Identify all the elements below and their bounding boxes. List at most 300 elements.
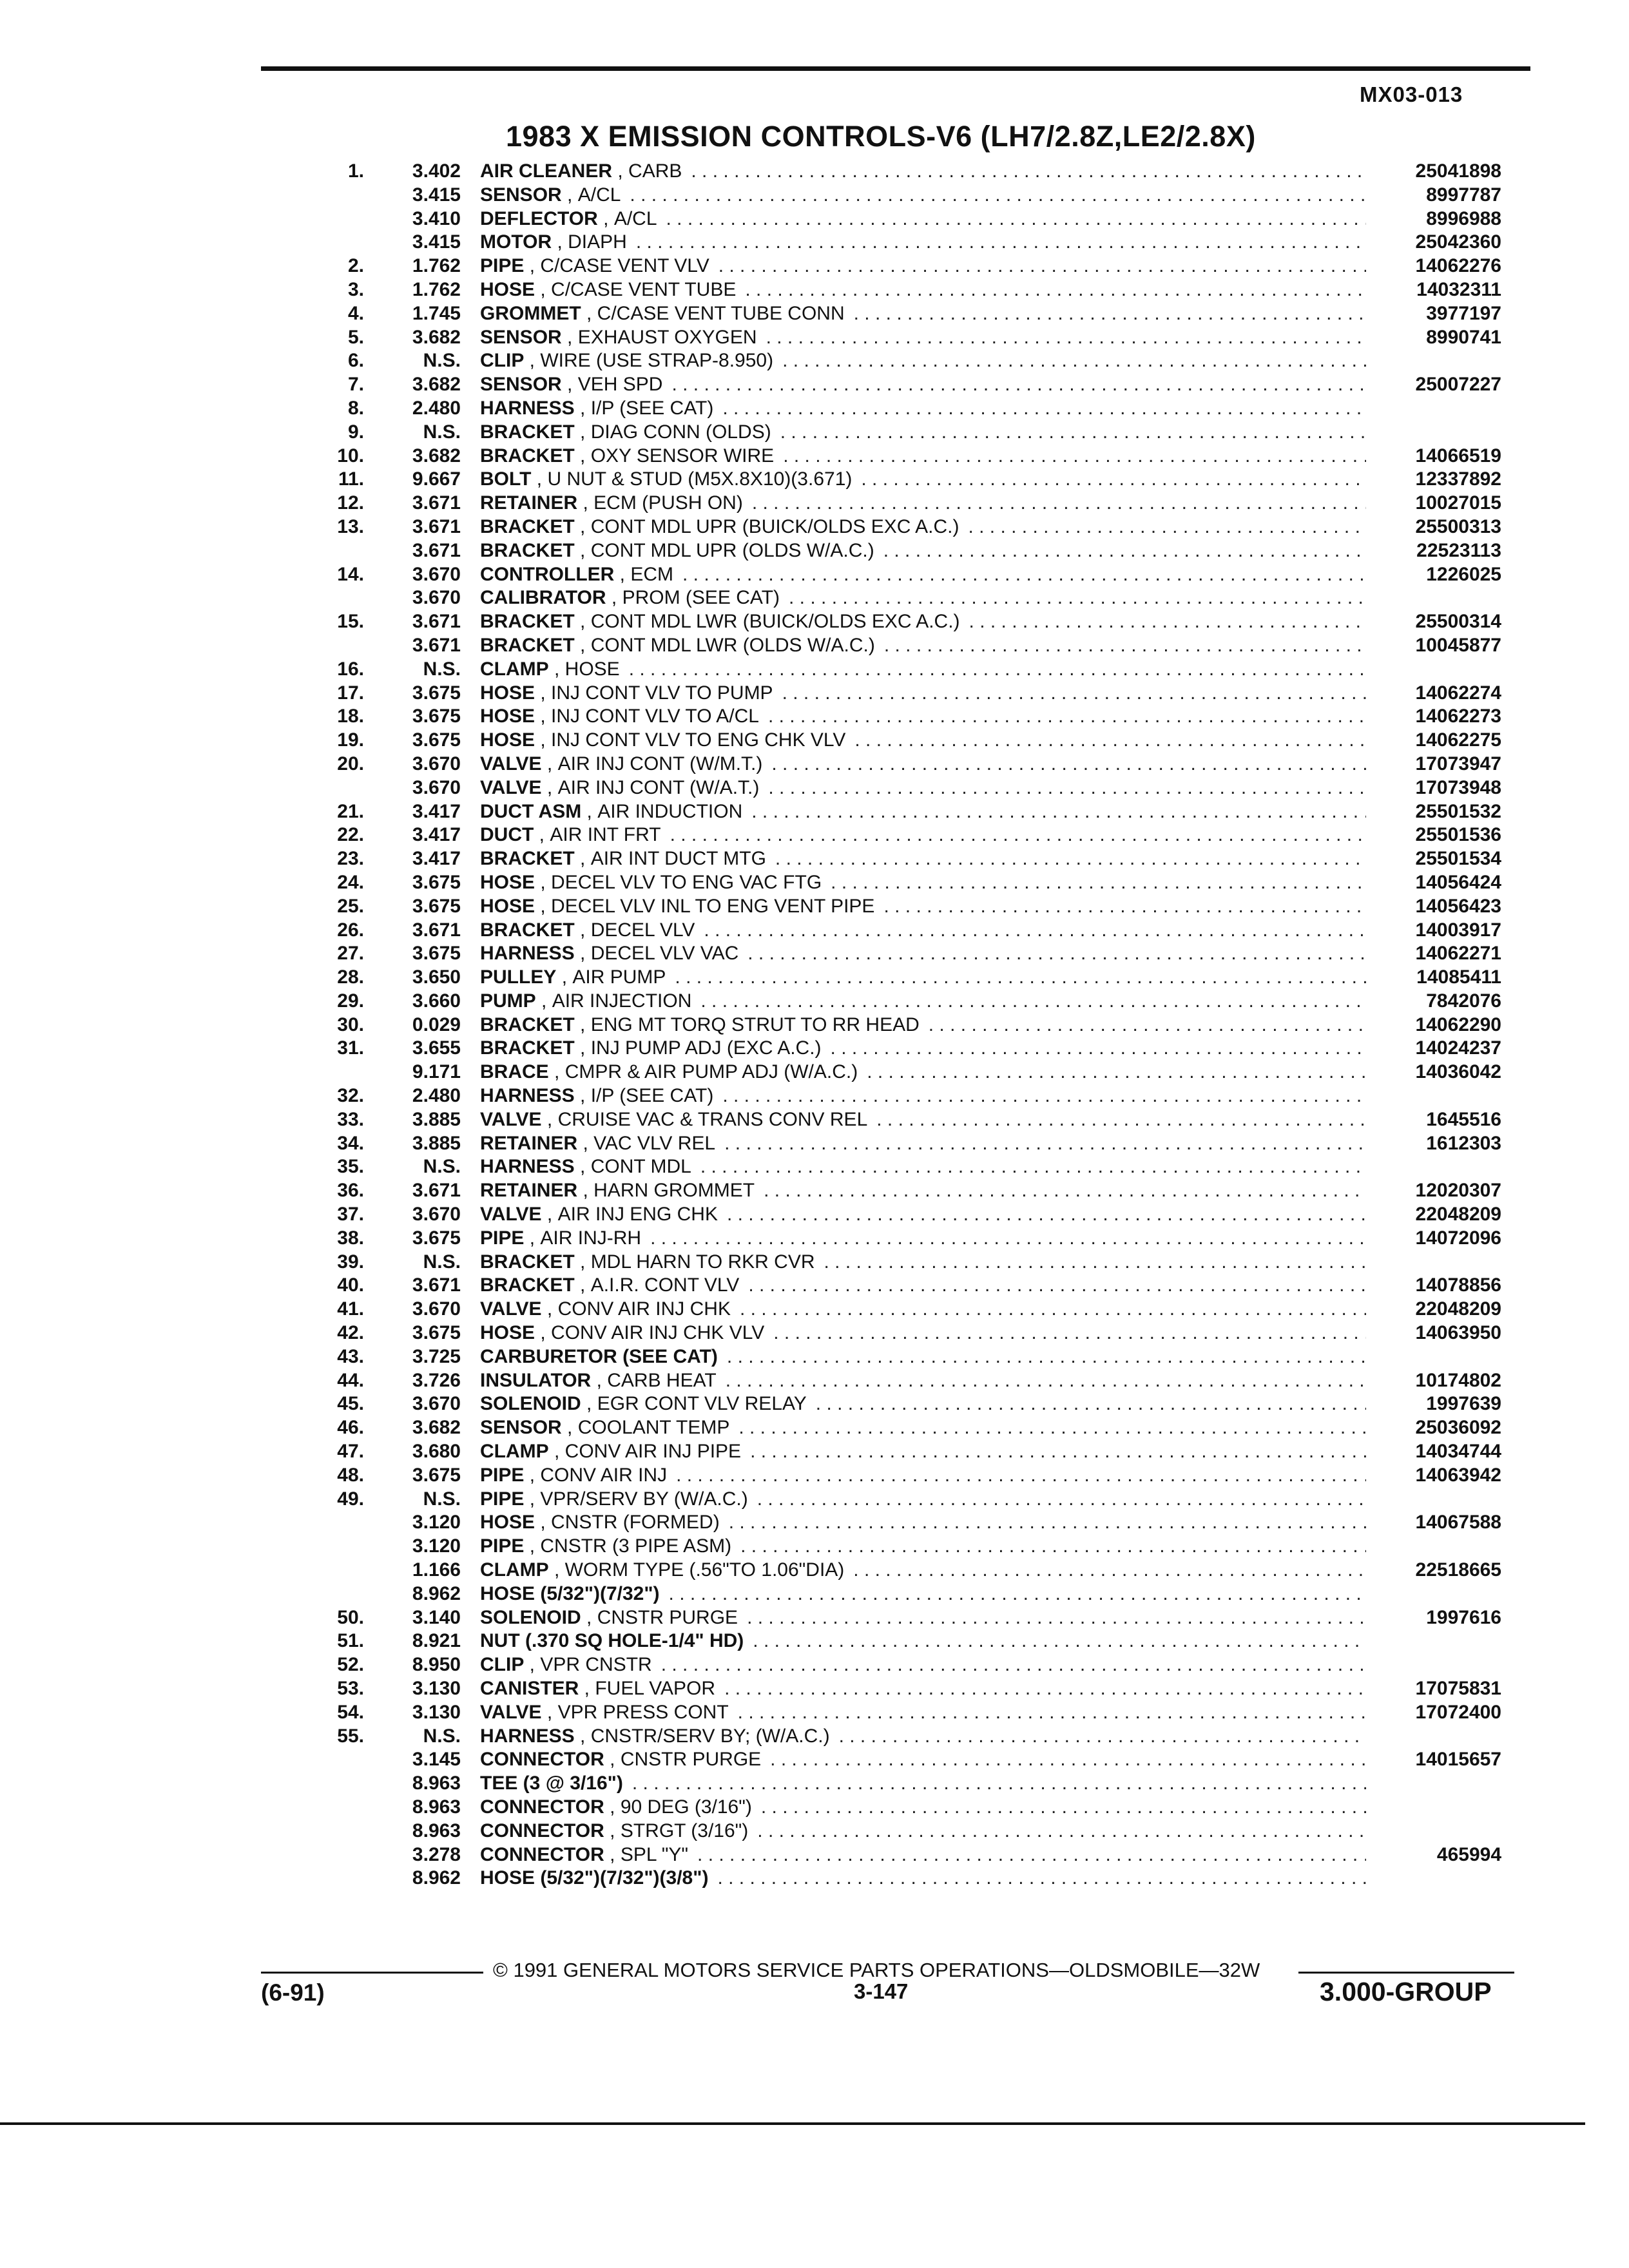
part-name: HOSE (5/32")(7/32") (480, 1582, 660, 1604)
part-name: RETAINER (480, 1180, 578, 1202)
part-name: CONNECTOR (480, 1820, 604, 1841)
name-separator: , (535, 1512, 552, 1533)
name-separator: , (561, 374, 578, 396)
group-number: 3.675 (412, 1227, 461, 1249)
part-name: CONNECTOR (480, 1796, 604, 1818)
part-name: BRACKET (480, 515, 575, 537)
part-name: BRACKET (480, 634, 575, 656)
ref-number: 40. (337, 1274, 364, 1296)
part-description (480, 1820, 1366, 1843)
part-name: DEFLECTOR (480, 207, 598, 229)
part-number: 1997616 (1426, 1606, 1501, 1628)
part-name: SOLENOID (480, 1393, 581, 1415)
part-name: RETAINER (480, 492, 578, 514)
part-number: 14036042 (1415, 1061, 1501, 1083)
part-qualifier: EXHAUST OXYGEN (577, 326, 757, 348)
ref-number: 33. (337, 1108, 364, 1130)
name-separator: , (535, 871, 552, 893)
dot-leader (824, 1251, 1366, 1274)
dot-leader (748, 1274, 1366, 1298)
part-name: PIPE (480, 1535, 525, 1557)
parts-row (0, 634, 1629, 658)
page-number: 3-147 (854, 1979, 909, 2003)
dot-leader (883, 539, 1366, 563)
name-separator: , (561, 1417, 578, 1439)
parts-row (0, 1535, 1629, 1559)
parts-row (0, 349, 1629, 373)
group-number: 3.660 (412, 990, 461, 1012)
part-qualifier: VAC VLV REL (593, 1132, 716, 1154)
part-qualifier: INJ CONT VLV TO ENG CHK VLV (551, 729, 846, 751)
ref-number: 44. (337, 1369, 364, 1391)
parts-row (0, 1629, 1629, 1653)
group-number: 3.675 (412, 682, 461, 704)
part-number: 14015657 (1415, 1749, 1501, 1771)
part-name: PUMP (480, 990, 536, 1012)
ref-number: 23. (337, 848, 364, 870)
ref-number: 13. (337, 515, 364, 537)
name-separator: , (574, 1085, 591, 1107)
ref-number: 52. (337, 1654, 364, 1676)
part-description (480, 515, 1366, 539)
group-number: 3.120 (412, 1512, 461, 1533)
group-number: 3.675 (412, 729, 461, 751)
part-name: BRACKET (480, 539, 575, 561)
part-number: 14085411 (1416, 966, 1501, 988)
parts-row (0, 539, 1629, 563)
parts-row (0, 492, 1629, 515)
part-qualifier: DECEL VLV INL TO ENG VENT PIPE (551, 895, 875, 917)
part-description (480, 1701, 1366, 1725)
part-description (480, 1014, 1366, 1037)
name-separator: , (541, 753, 558, 774)
dot-leader (729, 1511, 1366, 1535)
ref-number: 3. (347, 278, 364, 300)
part-name: VALVE (480, 776, 542, 798)
dot-leader (750, 1440, 1366, 1464)
group-number: 8.950 (412, 1654, 461, 1676)
part-qualifier: STRGT (3/16") (620, 1820, 749, 1841)
name-separator: , (574, 421, 591, 443)
parts-row (0, 847, 1629, 871)
parts-row (0, 515, 1629, 539)
parts-row (0, 373, 1629, 397)
dot-leader (782, 682, 1366, 706)
dot-leader (761, 1796, 1366, 1820)
part-name: CALIBRATOR (480, 587, 606, 609)
dot-leader (969, 610, 1366, 634)
part-description (480, 1582, 1366, 1606)
part-number: 22518665 (1415, 1559, 1501, 1581)
parts-row (0, 231, 1629, 255)
part-number: 14078856 (1415, 1274, 1501, 1296)
part-description (480, 1796, 1366, 1820)
part-qualifier: AIR INJ CONT (W/A.T.) (557, 776, 760, 798)
name-separator: , (577, 492, 594, 514)
part-number: 22048209 (1415, 1204, 1501, 1225)
part-number: 14003917 (1415, 919, 1501, 941)
name-separator: , (531, 468, 548, 490)
part-qualifier: VPR CNSTR (540, 1654, 652, 1676)
name-separator: , (548, 1061, 565, 1083)
part-qualifier: AIR PUMP (572, 966, 666, 988)
name-separator: , (535, 895, 552, 917)
parts-row (0, 823, 1629, 847)
ref-number: 48. (337, 1464, 364, 1486)
part-number: 25007227 (1415, 374, 1501, 396)
part-name: BRACKET (480, 1274, 575, 1296)
group-number: N.S. (423, 1488, 461, 1510)
dot-leader (718, 255, 1366, 278)
part-description (480, 231, 1366, 255)
name-separator: , (604, 1820, 621, 1841)
parts-row (0, 468, 1629, 492)
name-separator: , (548, 658, 565, 680)
ref-number: 24. (337, 871, 364, 893)
dot-leader (676, 1464, 1366, 1488)
part-qualifier: CARB (628, 160, 682, 182)
part-qualifier: VPR PRESS CONT (557, 1701, 729, 1723)
part-description (480, 1108, 1366, 1132)
ref-number: 39. (337, 1251, 364, 1273)
part-name: HOSE (5/32")(7/32")(3/8") (480, 1867, 709, 1889)
name-separator: , (614, 563, 631, 585)
part-description (480, 421, 1366, 445)
part-description (480, 1748, 1366, 1772)
parts-row (0, 895, 1629, 919)
group-number: 8.963 (412, 1796, 461, 1818)
group-number: 3.410 (412, 207, 461, 229)
document-code: MX03-013 (1360, 82, 1463, 106)
ref-number: 2. (347, 255, 364, 277)
dot-leader (724, 1677, 1366, 1701)
parts-row (0, 397, 1629, 421)
part-name: HOSE (480, 895, 535, 917)
part-name: BRACKET (480, 445, 575, 466)
name-separator: , (548, 1441, 565, 1463)
parts-row (0, 1867, 1629, 1890)
part-description (480, 349, 1366, 373)
part-description (480, 445, 1366, 468)
group-number: 1.745 (412, 302, 461, 324)
parts-row (0, 586, 1629, 610)
part-description (480, 753, 1366, 776)
part-qualifier: U NUT & STUD (M5X.8X10)(3.671) (547, 468, 853, 490)
part-name: HOSE (480, 729, 535, 751)
dot-leader (700, 990, 1366, 1014)
parts-row (0, 800, 1629, 824)
group-number: 3.670 (412, 1298, 461, 1320)
part-qualifier: INJ PUMP ADJ (EXC A.C.) (590, 1037, 822, 1059)
ref-number: 54. (337, 1701, 364, 1723)
part-description (480, 1416, 1366, 1440)
parts-row (0, 1037, 1629, 1061)
part-name: VALVE (480, 1108, 542, 1130)
parts-row (0, 1464, 1629, 1488)
part-description (480, 1535, 1366, 1559)
parts-row (0, 1108, 1629, 1132)
part-description (480, 1132, 1366, 1156)
ref-number: 50. (337, 1606, 364, 1628)
part-description (480, 966, 1366, 990)
parts-row (0, 1251, 1629, 1274)
dot-leader (669, 1582, 1366, 1606)
group-number: 3.671 (412, 919, 461, 941)
part-description (480, 1084, 1366, 1108)
part-name: BRACKET (480, 1037, 575, 1059)
part-description (480, 682, 1366, 706)
part-name: CLAMP (480, 658, 549, 680)
ref-number: 36. (337, 1180, 364, 1202)
part-description (480, 942, 1366, 966)
part-description (480, 1606, 1366, 1630)
part-number: 17073947 (1415, 753, 1501, 774)
name-separator: , (577, 1132, 594, 1154)
part-name: PIPE (480, 1488, 525, 1510)
group-number: 3.726 (412, 1369, 461, 1391)
part-description (480, 1511, 1366, 1535)
part-number: 17072400 (1415, 1701, 1501, 1723)
dot-leader (831, 871, 1366, 895)
footer-rule-left (261, 1972, 483, 1974)
group-number: 3.675 (412, 895, 461, 917)
part-qualifier: CNSTR (3 PIPE ASM) (540, 1535, 732, 1557)
name-separator: , (535, 990, 552, 1012)
dot-leader (722, 397, 1366, 421)
ref-number: 16. (337, 658, 364, 680)
part-qualifier: INJ CONT VLV TO A/CL (551, 706, 759, 727)
group-number: 3.670 (412, 776, 461, 798)
part-name: PULLEY (480, 966, 557, 988)
group-number: 3.415 (412, 184, 461, 206)
dot-leader (717, 1867, 1366, 1890)
name-separator: , (561, 326, 578, 348)
part-name: CONNECTOR (480, 1749, 604, 1771)
top-rule (261, 66, 1530, 71)
dot-leader (771, 753, 1366, 776)
name-separator: , (574, 919, 591, 941)
name-separator: , (524, 1488, 541, 1510)
dot-leader (782, 349, 1366, 373)
dot-leader (854, 729, 1366, 753)
ref-number: 47. (337, 1441, 364, 1463)
group-number: 3.671 (412, 492, 461, 514)
part-number: 12337892 (1415, 468, 1501, 490)
parts-row (0, 184, 1629, 207)
part-description (480, 847, 1366, 871)
part-qualifier: CONT MDL UPR (BUICK/OLDS EXC A.C.) (590, 515, 959, 537)
dot-leader (747, 942, 1366, 966)
part-description (480, 160, 1366, 184)
dot-leader (636, 231, 1366, 255)
part-name: VALVE (480, 1204, 542, 1225)
dot-leader (816, 1392, 1366, 1416)
part-qualifier: WIRE (USE STRAP-8.950) (540, 350, 774, 372)
dot-leader (764, 1179, 1366, 1203)
name-separator: , (534, 824, 550, 846)
dot-leader (727, 1203, 1366, 1227)
part-name: VALVE (480, 753, 542, 774)
parts-row (0, 207, 1629, 231)
part-description (480, 255, 1366, 278)
ref-number: 7. (347, 374, 364, 396)
ref-number: 45. (337, 1393, 364, 1415)
part-description (480, 1867, 1366, 1890)
part-qualifier: SPL "Y" (620, 1843, 689, 1865)
part-number: 14062273 (1415, 706, 1501, 727)
part-name: PIPE (480, 1227, 525, 1249)
dot-leader (766, 326, 1366, 350)
part-name: SENSOR (480, 374, 562, 396)
part-number: 25500313 (1415, 515, 1501, 537)
part-description (480, 1203, 1366, 1227)
group-number: 3.415 (412, 231, 461, 253)
parts-row (0, 1725, 1629, 1749)
ref-number: 15. (337, 611, 364, 633)
part-qualifier: OXY SENSOR WIRE (590, 445, 775, 466)
parts-row (0, 1582, 1629, 1606)
group-number: 3.130 (412, 1701, 461, 1723)
name-separator: , (574, 634, 591, 656)
part-description (480, 776, 1366, 800)
name-separator: , (574, 1251, 591, 1273)
part-number: 22048209 (1415, 1298, 1501, 1320)
part-description (480, 800, 1366, 824)
group-number: 3.675 (412, 1464, 461, 1486)
ref-number: 27. (337, 943, 364, 965)
part-description (480, 586, 1366, 610)
group-number: 3.885 (412, 1108, 461, 1130)
ref-number: 49. (337, 1488, 364, 1510)
parts-row (0, 729, 1629, 753)
dot-leader (682, 563, 1366, 587)
bottom-rule (0, 2122, 1585, 2125)
dot-leader (884, 634, 1366, 658)
parts-row (0, 1155, 1629, 1179)
part-number: 25042360 (1415, 231, 1501, 253)
ref-number: 55. (337, 1725, 364, 1747)
part-number: 14062290 (1415, 1014, 1501, 1035)
part-qualifier: CONT MDL (590, 1156, 691, 1178)
part-number: 14063950 (1415, 1322, 1501, 1344)
part-name: BRACE (480, 1061, 549, 1083)
part-number: 10174802 (1415, 1369, 1501, 1391)
dot-leader (671, 373, 1366, 397)
part-number: 1612303 (1426, 1132, 1501, 1154)
dot-leader (727, 1345, 1366, 1369)
part-qualifier: PROM (SEE CAT) (622, 587, 780, 609)
name-separator: , (581, 1393, 597, 1415)
group-number: 3.670 (412, 563, 461, 585)
ref-number: 38. (337, 1227, 364, 1249)
ref-number: 20. (337, 753, 364, 774)
part-qualifier: CMPR & AIR PUMP ADJ (W/A.C.) (564, 1061, 858, 1083)
part-number: 8990741 (1426, 326, 1501, 348)
part-name: SENSOR (480, 184, 562, 206)
ref-number: 8. (347, 397, 364, 419)
part-description (480, 326, 1366, 350)
part-name: HARNESS (480, 943, 575, 965)
part-name: BRACKET (480, 919, 575, 941)
group-number: 3.671 (412, 515, 461, 537)
part-qualifier: AIR INJECTION (552, 990, 692, 1012)
part-description (480, 397, 1366, 421)
group-number: 3.140 (412, 1606, 461, 1628)
name-separator: , (597, 207, 614, 229)
part-qualifier: INJ CONT VLV TO PUMP (551, 682, 773, 704)
part-qualifier: CONV AIR INJ (540, 1464, 668, 1486)
group-number: 8.963 (412, 1820, 461, 1841)
part-name: BRACKET (480, 611, 575, 633)
dot-leader (691, 160, 1366, 184)
ref-number: 42. (337, 1322, 364, 1344)
dot-leader (831, 1037, 1366, 1061)
part-description (480, 1653, 1366, 1677)
dot-leader (753, 1629, 1366, 1653)
part-name: SENSOR (480, 1417, 562, 1439)
ref-number: 1. (347, 160, 364, 182)
part-name: CLAMP (480, 1559, 549, 1581)
parts-row (0, 1345, 1629, 1369)
name-separator: , (591, 1369, 608, 1391)
ref-number: 11. (338, 468, 364, 490)
part-name: PIPE (480, 1464, 525, 1486)
parts-row (0, 1701, 1629, 1725)
ref-number: 43. (337, 1345, 364, 1367)
dot-leader (929, 1014, 1366, 1037)
part-name: HOSE (480, 871, 535, 893)
ref-number: 28. (337, 966, 364, 988)
group-number: 3.682 (412, 326, 461, 348)
edition-date: (6-91) (261, 1979, 325, 2006)
part-name: CANISTER (480, 1678, 579, 1699)
parts-row (0, 1772, 1629, 1796)
part-name: HOSE (480, 278, 535, 300)
part-qualifier: CONV AIR INJ CHK VLV (551, 1322, 765, 1344)
name-separator: , (535, 1322, 552, 1344)
dot-leader (770, 1748, 1366, 1772)
parts-row (0, 919, 1629, 943)
part-qualifier: AIR INJ ENG CHK (557, 1204, 718, 1225)
part-description (480, 373, 1366, 397)
part-name: VALVE (480, 1701, 542, 1723)
dot-leader (883, 895, 1366, 919)
group-number: 9.667 (412, 468, 461, 490)
dot-leader (650, 1227, 1366, 1251)
part-description (480, 1179, 1366, 1203)
part-description (480, 634, 1366, 658)
name-separator: , (541, 1298, 558, 1320)
name-separator: , (604, 1749, 621, 1771)
dot-leader (968, 515, 1366, 539)
part-qualifier: FUEL VAPOR (595, 1678, 716, 1699)
part-name: INSULATOR (480, 1369, 592, 1391)
name-separator: , (535, 729, 552, 751)
part-qualifier: AIR INT DUCT MTG (590, 848, 766, 870)
part-name: HOSE (480, 682, 535, 704)
part-name: DUCT (480, 824, 534, 846)
group-number: 3.725 (412, 1345, 461, 1367)
part-name: HARNESS (480, 397, 575, 419)
parts-row (0, 1298, 1629, 1321)
parts-row (0, 1820, 1629, 1843)
part-description (480, 1369, 1366, 1393)
part-qualifier: I/P (SEE CAT) (590, 1085, 714, 1107)
group-number: 8.962 (412, 1582, 461, 1604)
name-separator: , (581, 1606, 597, 1628)
part-name: CONTROLLER (480, 563, 615, 585)
parts-row (0, 1014, 1629, 1037)
